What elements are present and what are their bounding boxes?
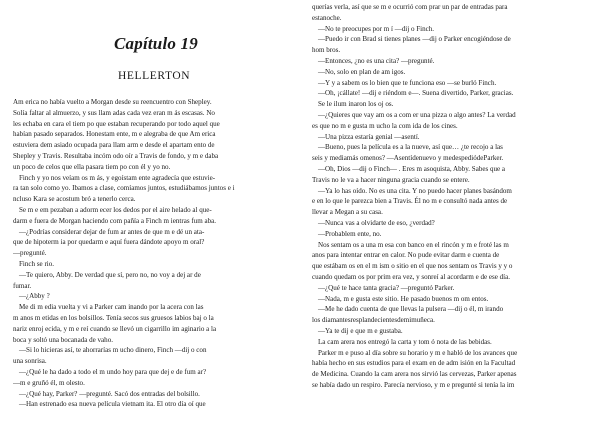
text-line: —No, solo en plan de am igos. [318,67,406,76]
text-line: —¿Podrías considerar dejar de fum ar antes de que m e dé un ata- [19,227,205,236]
text-line: Me di m edia vuelta y vi a Parker cam inando por la acera con las [19,303,204,312]
text-line: de Medicina. Cuando la cam arera nos sirvió las cervezas, Parker apenas [312,370,517,379]
text-line: —Me he dado cuenta de que llevas la pulsera —dij o él, m irando [318,305,504,314]
text-line: —Te quiero, Abby. De verdad que sí, pero no, no voy a dej ar de [19,270,201,279]
text-line: se había dado un respiro. Parecía nervioso, y m e pregunté si tenía la im [312,380,515,389]
text-line: una sonrisa. [13,357,47,366]
text-line: seis y mediamás omenos? —Asentídenuevo y medespediódeParker. [312,154,504,163]
text-line: —Ya te dij e que m e gustaba. [318,326,403,335]
text-line: boca y soltó una bocanada de vaho. [13,335,113,344]
text-line: —m e gruñó él, m olesto. [13,378,85,387]
text-line: llevar a Megan a su casa. [312,208,383,217]
text-line: —Oh, Dios —dij o Finch— . Eres m asoquista, Abby. Sabes que a [318,164,506,173]
text-line: —Si lo hicieras así, te ahorrarías m ucho dinero, Finch —dij o con [19,346,207,355]
text-line: La cam arera nos entregó la carta y tom ó nota de las bebidas. [318,337,492,346]
text-line: había hecho en sus estudios para el exam en de adm isión en la Facultad [312,359,516,368]
text-line: —¿Abby ? [19,292,50,301]
text-line: darm e fuera de Morgan haciendo com pañía a Finch m ientras fum aba. [13,216,216,225]
text-line: fumar. [13,281,32,290]
left-body-text [13,97,293,410]
text-line: —Y y a sabem os lo bien que te funciona eso —se burló Finch. [318,78,497,87]
text-line: —¿Qué te hace tanta gracia? —preguntó Parker. [318,283,455,292]
text-line: —pregunté. [13,249,47,258]
text-line: —Oh, ¡cállate! —dij e riéndom e—. Suena divertido, Parker, gracias. [318,89,514,98]
text-line: les echaba en cara el tiem po que estaban recuperando por todo aquel que [13,119,220,128]
text-line: es que no m e gusta m ucho la com ida de los cines. [312,121,458,130]
text-line: —Una pizza estaría genial —asentí. [318,132,420,141]
right-body-text [312,2,596,391]
text-line: cuando quedam os por prim era vez, y sonreí al acordarm e de ese día. [312,272,511,281]
text-line: Se m e em pezaban a adorm ecer los dedos por el aire helado al que- [19,205,212,214]
text-line: ncluso Kara se acostum bró a tenerlo cerca. [13,195,136,204]
text-line: estanoche. [312,13,342,22]
text-line: que estábam os en el m ism o sitio en el que nos sentam os Travis y y o [312,262,513,271]
text-line: —Nunca vas a olvidarte de eso, ¿verdad? [318,218,435,227]
text-line: —No te preocupes por m í —dij o Finch. [318,24,435,33]
text-line: Travis no le va a hacer ninguna gracia cuando se entere. [312,175,470,184]
text-line: —Han estrenado esa nueva película vietnam ita. El otro día oí que [19,400,206,409]
text-line: —Probablem ente, no. [318,229,382,238]
text-line: Finch se rio. [19,259,55,268]
right-page [300,0,600,428]
text-line: e en lo que le parezca bien a Travis. Él no m e consultó nada antes de [312,197,508,206]
text-line: Nos sentam os a una m esa con banco en el rincón y m e froté las m [318,240,509,249]
text-line: Finch y yo nos veíam os m ás, y egoístam ente agradecía que estuvie- [19,173,216,182]
text-line: un poco de celos que ella pasara tiem po con él y yo no. [13,162,171,171]
text-line: Solía faltar al almuerzo, y sus llam adas cada vez eran m ás escasas. No [13,108,215,117]
text-line: —Entonces, ¿no es una cita? —pregunté. [318,56,435,65]
text-line: querías verla, así que se m e ocurrió com prar un par de entradas para [312,3,508,11]
text-line: nariz enroj ecida, y m e reí cuando se llevó un cigarrillo im aginario a la [13,324,217,333]
text-line: —¿Qué le ha dado a todo el m undo hoy para que dej e de fum ar? [19,367,207,376]
text-line: —¿Quieres que vay am os a com er una pizza o algo antes? La verdad [318,110,516,119]
text-line: Am erica no había vuelto a Morgan desde su reencuentro con Shepley. [13,98,212,106]
text-line: ra tan solo como yo. Ibamos a clase, comíamos juntos, estudiábamos juntos e i [13,184,235,193]
text-line: anos para intentar entrar en calor. No pude evitar darm e cuenta de [312,251,500,260]
text-line: —¿Qué hay, Parker? —pregunté. Sacó dos entradas del bolsillo. [19,389,200,398]
text-line: —Ya lo has oído. No es una cita. Y no puedo hacer planes basándom [318,186,512,195]
text-line: Parker m e puso al día sobre su horario y m e habló de los avances que [318,348,518,357]
text-line: estuviera dem asiado ocupada para llam arm e desde el apartam ento de [13,141,215,150]
text-line: —Nada, m e gusta este sitio. He pasado buenos m om entos. [318,294,489,303]
text-line: que de hipoterm ia por quedarm e aquí fuera dándote apoyo m oral? [13,238,205,247]
text-line: m anos m etidas en los bolsillos. Tenía secos sus gruesos labios baj o la [13,313,214,322]
text-line: —Puedo ir con Brad si tienes planes —dij o Parker encogiéndose de [318,35,511,44]
chapter-title: Capítulo 19 [114,34,198,53]
text-line: habían pasado separados. Honestam ente, m e alegraba de que Am erica [13,130,216,139]
text-line: Se le ilum inaron los oj os. [318,100,394,109]
chapter-subtitle: HELLERTON [118,70,191,82]
text-line: hom bros. [312,46,341,55]
text-line: Shepley y Travis. Resultaba incóm odo oír a Travis de fondo, y m e daba [13,151,219,160]
text-line: —Bueno, pues la película es a la nueve, así que… ¿te recojo a las [318,143,503,152]
text-line: los diamantesresplandecientesdemimuñeca. [312,316,435,325]
